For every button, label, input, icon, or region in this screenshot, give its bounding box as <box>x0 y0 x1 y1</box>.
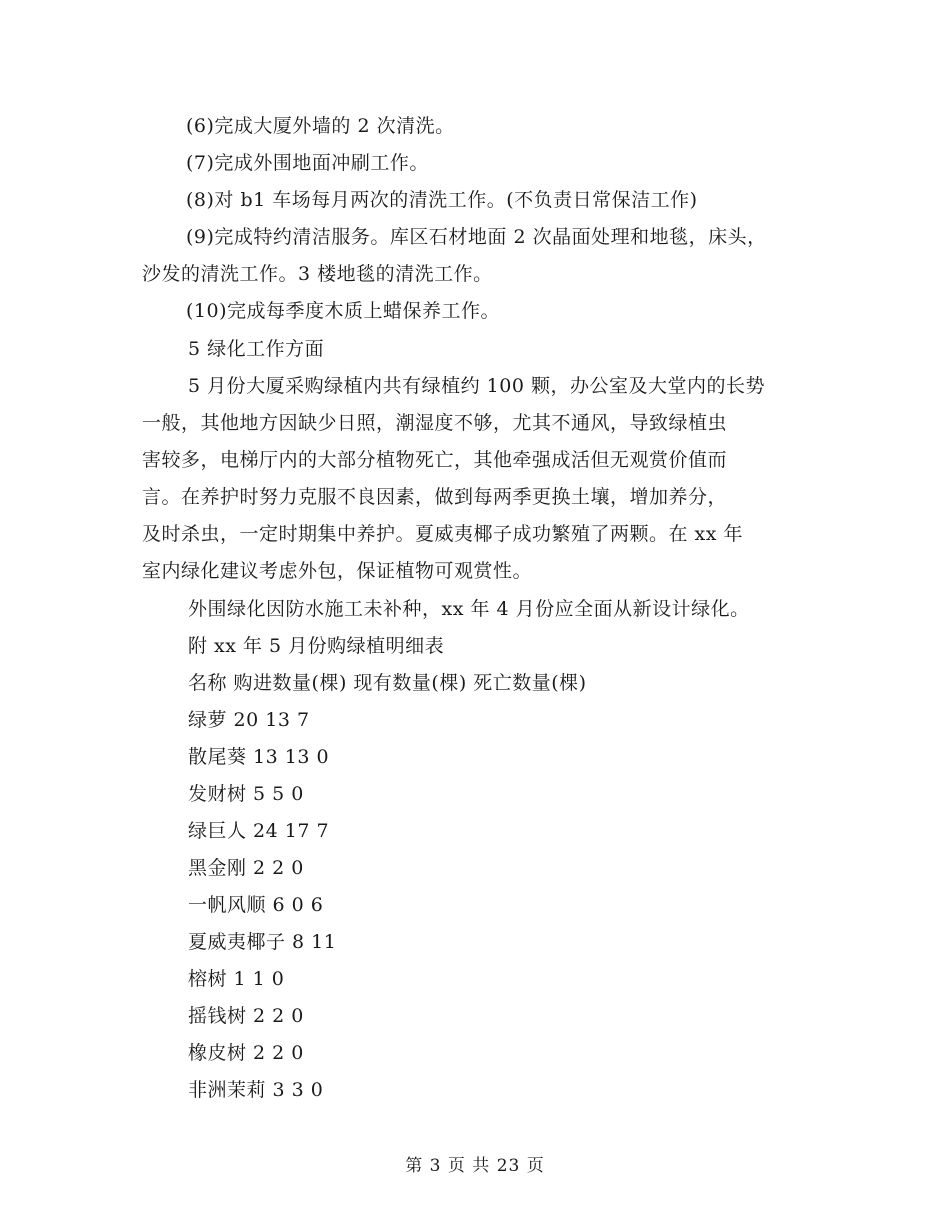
page-footer: 第 3 页 共 23 页 <box>405 1156 545 1176</box>
table-row: 摇钱树 2 2 0 <box>188 1005 304 1027</box>
table-row: 绿萝 20 13 7 <box>188 709 310 731</box>
section-heading: 5 绿化工作方面 <box>188 338 325 360</box>
list-item-8: (8)对 b1 车场每月两次的清洗工作。(不负责日常保洁工作) <box>186 189 698 211</box>
paragraph-line: 及时杀虫，一定时期集中养护。夏威夷椰子成功繁殖了两颗。在 xx 年 <box>142 523 744 545</box>
table-row: 非洲茉莉 3 3 0 <box>188 1079 324 1101</box>
table-row: 绿巨人 24 17 7 <box>188 820 330 842</box>
paragraph-line: 害较多，电梯厅内的大部分植物死亡，其他牵强成活但无观赏价值而 <box>142 449 728 471</box>
paragraph-line: 5 月份大厦采购绿植内共有绿植约 100 颗，办公室及大堂内的长势 <box>188 375 765 397</box>
paragraph-line: 言。在养护时努力克服不良因素，做到每两季更换土壤，增加养分， <box>142 486 728 508</box>
table-header: 名称 购进数量(棵) 现有数量(棵) 死亡数量(棵) <box>188 672 587 694</box>
table-row: 榕树 1 1 0 <box>188 968 285 990</box>
table-caption: 附 xx 年 5 月份购绿植明细表 <box>188 635 445 657</box>
list-item-6: (6)完成大厦外墙的 2 次清洗。 <box>186 115 455 137</box>
table-row: 黑金刚 2 2 0 <box>188 857 304 879</box>
paragraph-line: 一般，其他地方因缺少日照，潮湿度不够，尤其不通风，导致绿植虫 <box>142 412 728 434</box>
table-row: 散尾葵 13 13 0 <box>188 746 330 768</box>
paragraph-line: 室内绿化建议考虑外包，保证植物可观赏性。 <box>142 560 533 582</box>
table-row: 夏威夷椰子 8 11 <box>188 931 337 953</box>
list-item-10: (10)完成每季度木质上蜡保养工作。 <box>186 300 501 322</box>
paragraph-line: 外围绿化因防水施工未补种，xx 年 4 月份应全面从新设计绿化。 <box>188 598 750 620</box>
table-row: 一帆风顺 6 0 6 <box>188 894 324 916</box>
table-row: 发财树 5 5 0 <box>188 783 304 805</box>
table-row: 橡皮树 2 2 0 <box>188 1042 304 1064</box>
list-item-7: (7)完成外围地面冲刷工作。 <box>186 152 429 174</box>
list-item-9-continued: 沙发的清洗工作。3 楼地毯的清洗工作。 <box>142 263 493 285</box>
list-item-9: (9)完成特约清洁服务。库区石材地面 2 次晶面处理和地毯，床头， <box>186 226 767 248</box>
